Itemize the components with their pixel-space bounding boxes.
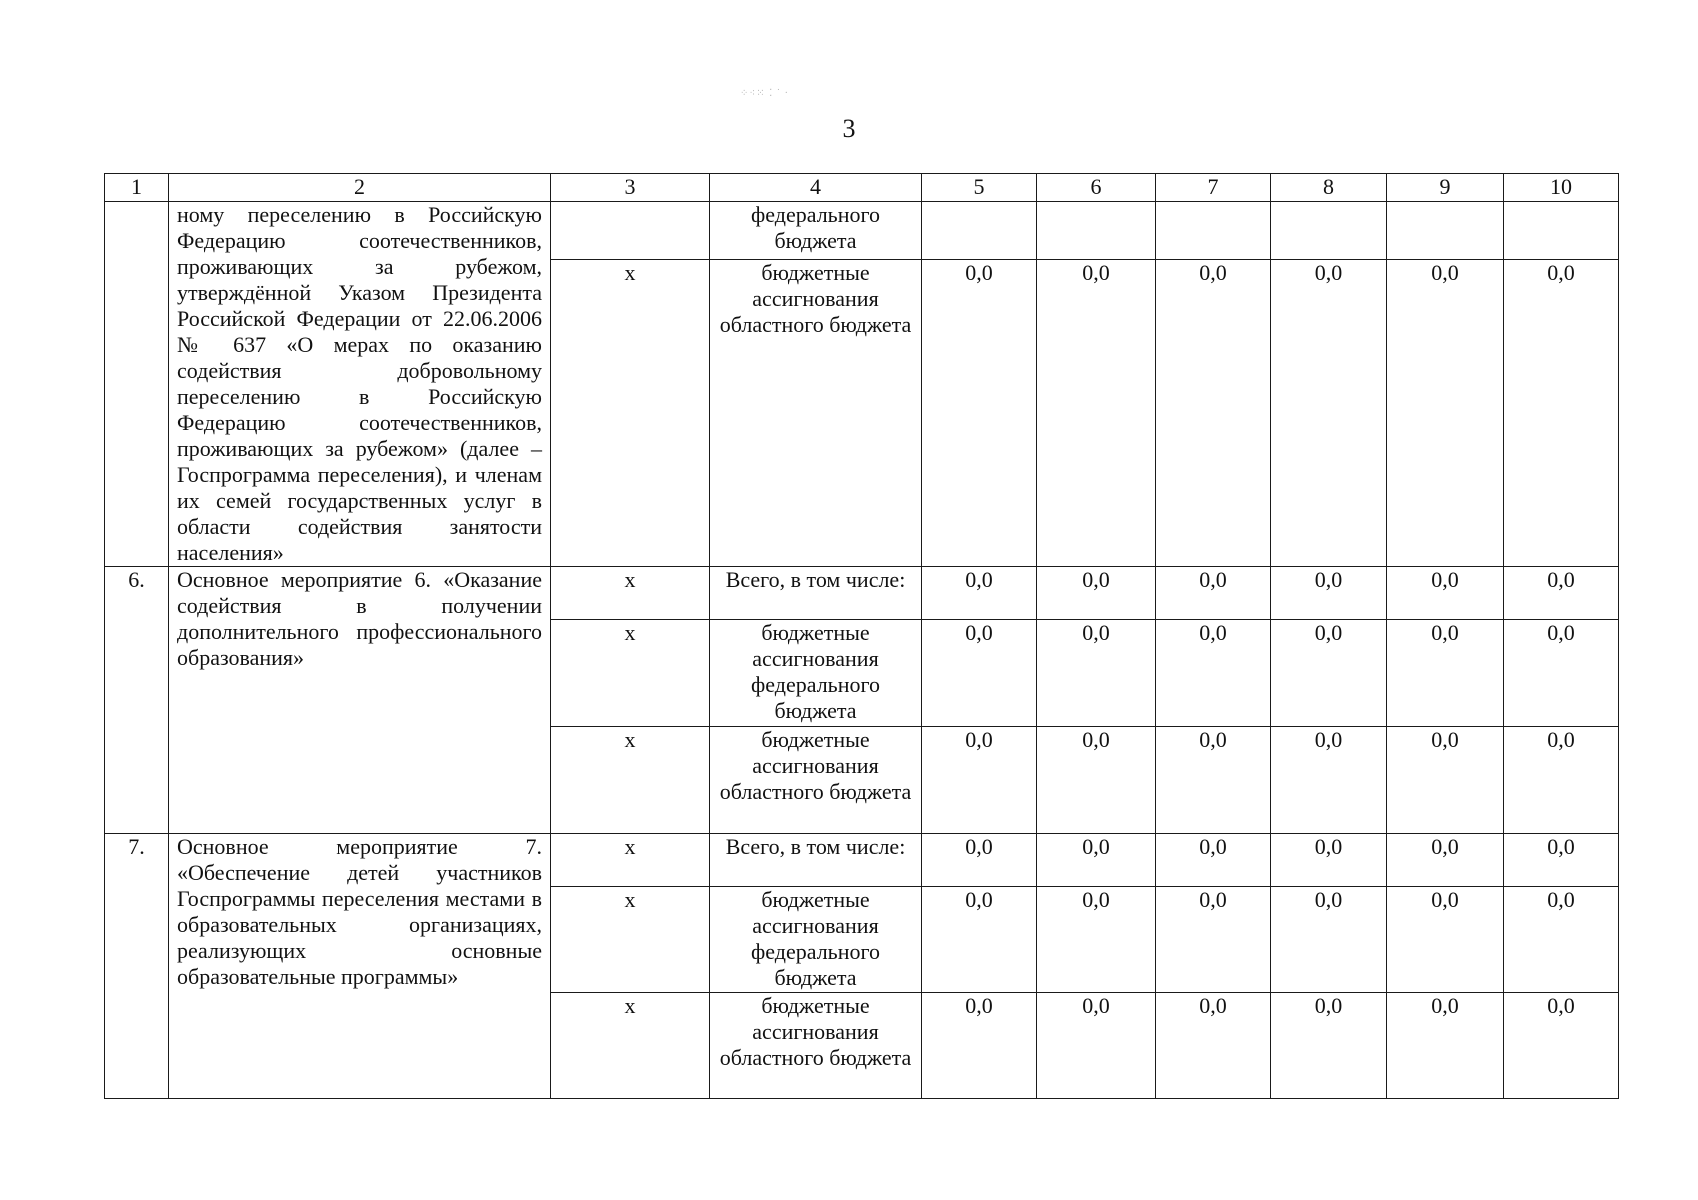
value-cell: 0,0 bbox=[1504, 993, 1619, 1099]
value-cell: 0,0 bbox=[922, 620, 1037, 727]
column-header: 4 bbox=[710, 174, 922, 202]
value-cell: 0,0 bbox=[1037, 259, 1156, 566]
value-cell: 0,0 bbox=[1156, 259, 1271, 566]
value-cell bbox=[1037, 202, 1156, 260]
scan-artifact: ⁘⁖⁙ ⁚ ˙ · bbox=[740, 88, 789, 99]
value-cell: 0,0 bbox=[1504, 259, 1619, 566]
value-cell: 0,0 bbox=[922, 727, 1037, 834]
value-cell bbox=[1271, 202, 1387, 260]
value-cell: 0,0 bbox=[1156, 620, 1271, 727]
column-header: 2 bbox=[169, 174, 551, 202]
value-cell bbox=[1387, 202, 1504, 260]
column-header: 1 bbox=[105, 174, 169, 202]
funding-source: бюджетные ассигнования федерального бюджета bbox=[710, 620, 922, 727]
row-mark: х bbox=[551, 259, 710, 566]
measure-description: ному переселению в Российскую Федерацию соотечественников, проживающих за рубежом, утверждённой Указом Президента Российской Федерации от 22.06.2006 № 637 «О мерах по оказанию содействия добровольному переселению в Российскую Федерацию соотечественников, проживающих за рубежом» (далее – Госпрограмма переселения), и членам их семей государственных услуг в области содействия занятости населения» bbox=[169, 202, 551, 567]
value-cell: 0,0 bbox=[1504, 887, 1619, 993]
value-cell: 0,0 bbox=[1387, 993, 1504, 1099]
row-mark: х bbox=[551, 993, 710, 1099]
row-mark: х bbox=[551, 567, 710, 620]
funding-source: Всего, в том числе: bbox=[710, 834, 922, 887]
column-header: 3 bbox=[551, 174, 710, 202]
value-cell: 0,0 bbox=[1387, 834, 1504, 887]
row-mark: х bbox=[551, 620, 710, 727]
column-header: 10 bbox=[1504, 174, 1619, 202]
value-cell: 0,0 bbox=[1387, 567, 1504, 620]
funding-source: бюджетные ассигнования федерального бюджета bbox=[710, 887, 922, 993]
value-cell: 0,0 bbox=[922, 887, 1037, 993]
value-cell: 0,0 bbox=[922, 834, 1037, 887]
value-cell: 0,0 bbox=[922, 567, 1037, 620]
value-cell: 0,0 bbox=[1156, 887, 1271, 993]
value-cell: 0,0 bbox=[1271, 887, 1387, 993]
value-cell: 0,0 bbox=[1156, 727, 1271, 834]
table-row bbox=[105, 202, 1619, 260]
table-row bbox=[105, 567, 1619, 620]
measure-description: Основное мероприятие 6. «Оказание содействия в получении дополнительного профессионального образования» bbox=[169, 567, 551, 834]
value-cell: 0,0 bbox=[1271, 834, 1387, 887]
column-header: 6 bbox=[1037, 174, 1156, 202]
row-mark: х bbox=[551, 727, 710, 834]
value-cell bbox=[922, 202, 1037, 260]
value-cell: 0,0 bbox=[922, 993, 1037, 1099]
row-number: 6. bbox=[105, 567, 169, 834]
row-mark: х bbox=[551, 834, 710, 887]
value-cell: 0,0 bbox=[1504, 834, 1619, 887]
value-cell: 0,0 bbox=[1037, 620, 1156, 727]
value-cell bbox=[1156, 202, 1271, 260]
column-header: 9 bbox=[1387, 174, 1504, 202]
row-mark: х bbox=[551, 887, 710, 993]
value-cell: 0,0 bbox=[1037, 727, 1156, 834]
page-number: 3 bbox=[842, 114, 856, 143]
funding-source: бюджетные ассигнования областного бюджета bbox=[710, 727, 922, 834]
value-cell: 0,0 bbox=[1156, 834, 1271, 887]
value-cell: 0,0 bbox=[922, 259, 1037, 566]
table-row bbox=[105, 834, 1619, 887]
value-cell: 0,0 bbox=[1037, 834, 1156, 887]
value-cell: 0,0 bbox=[1387, 727, 1504, 834]
column-header: 5 bbox=[922, 174, 1037, 202]
funding-source: Всего, в том числе: bbox=[710, 567, 922, 620]
value-cell: 0,0 bbox=[1037, 887, 1156, 993]
value-cell: 0,0 bbox=[1504, 727, 1619, 834]
value-cell: 0,0 bbox=[1156, 993, 1271, 1099]
header-row bbox=[105, 174, 1619, 202]
row-number: 7. bbox=[105, 834, 169, 1099]
value-cell: 0,0 bbox=[1387, 259, 1504, 566]
value-cell: 0,0 bbox=[1156, 567, 1271, 620]
column-header: 7 bbox=[1156, 174, 1271, 202]
row-mark bbox=[551, 202, 710, 260]
measure-description: Основное мероприятие 7. «Обеспечение детей участников Госпрограммы переселения местами в образовательных организациях, реализующих основные образовательные программы» bbox=[169, 834, 551, 1099]
funding-source: федерального бюджета bbox=[710, 202, 922, 260]
value-cell: 0,0 bbox=[1387, 620, 1504, 727]
value-cell: 0,0 bbox=[1271, 567, 1387, 620]
column-header: 8 bbox=[1271, 174, 1387, 202]
value-cell: 0,0 bbox=[1271, 259, 1387, 566]
value-cell bbox=[1504, 202, 1619, 260]
value-cell: 0,0 bbox=[1504, 567, 1619, 620]
funding-source: бюджетные ассигнования областного бюджета bbox=[710, 993, 922, 1099]
value-cell: 0,0 bbox=[1387, 887, 1504, 993]
row-number bbox=[105, 202, 169, 567]
budget-table bbox=[104, 173, 1619, 1099]
value-cell: 0,0 bbox=[1271, 993, 1387, 1099]
value-cell: 0,0 bbox=[1271, 620, 1387, 727]
value-cell: 0,0 bbox=[1504, 620, 1619, 727]
value-cell: 0,0 bbox=[1037, 993, 1156, 1099]
value-cell: 0,0 bbox=[1037, 567, 1156, 620]
value-cell: 0,0 bbox=[1271, 727, 1387, 834]
funding-source: бюджетные ассигнования областного бюджета bbox=[710, 259, 922, 566]
